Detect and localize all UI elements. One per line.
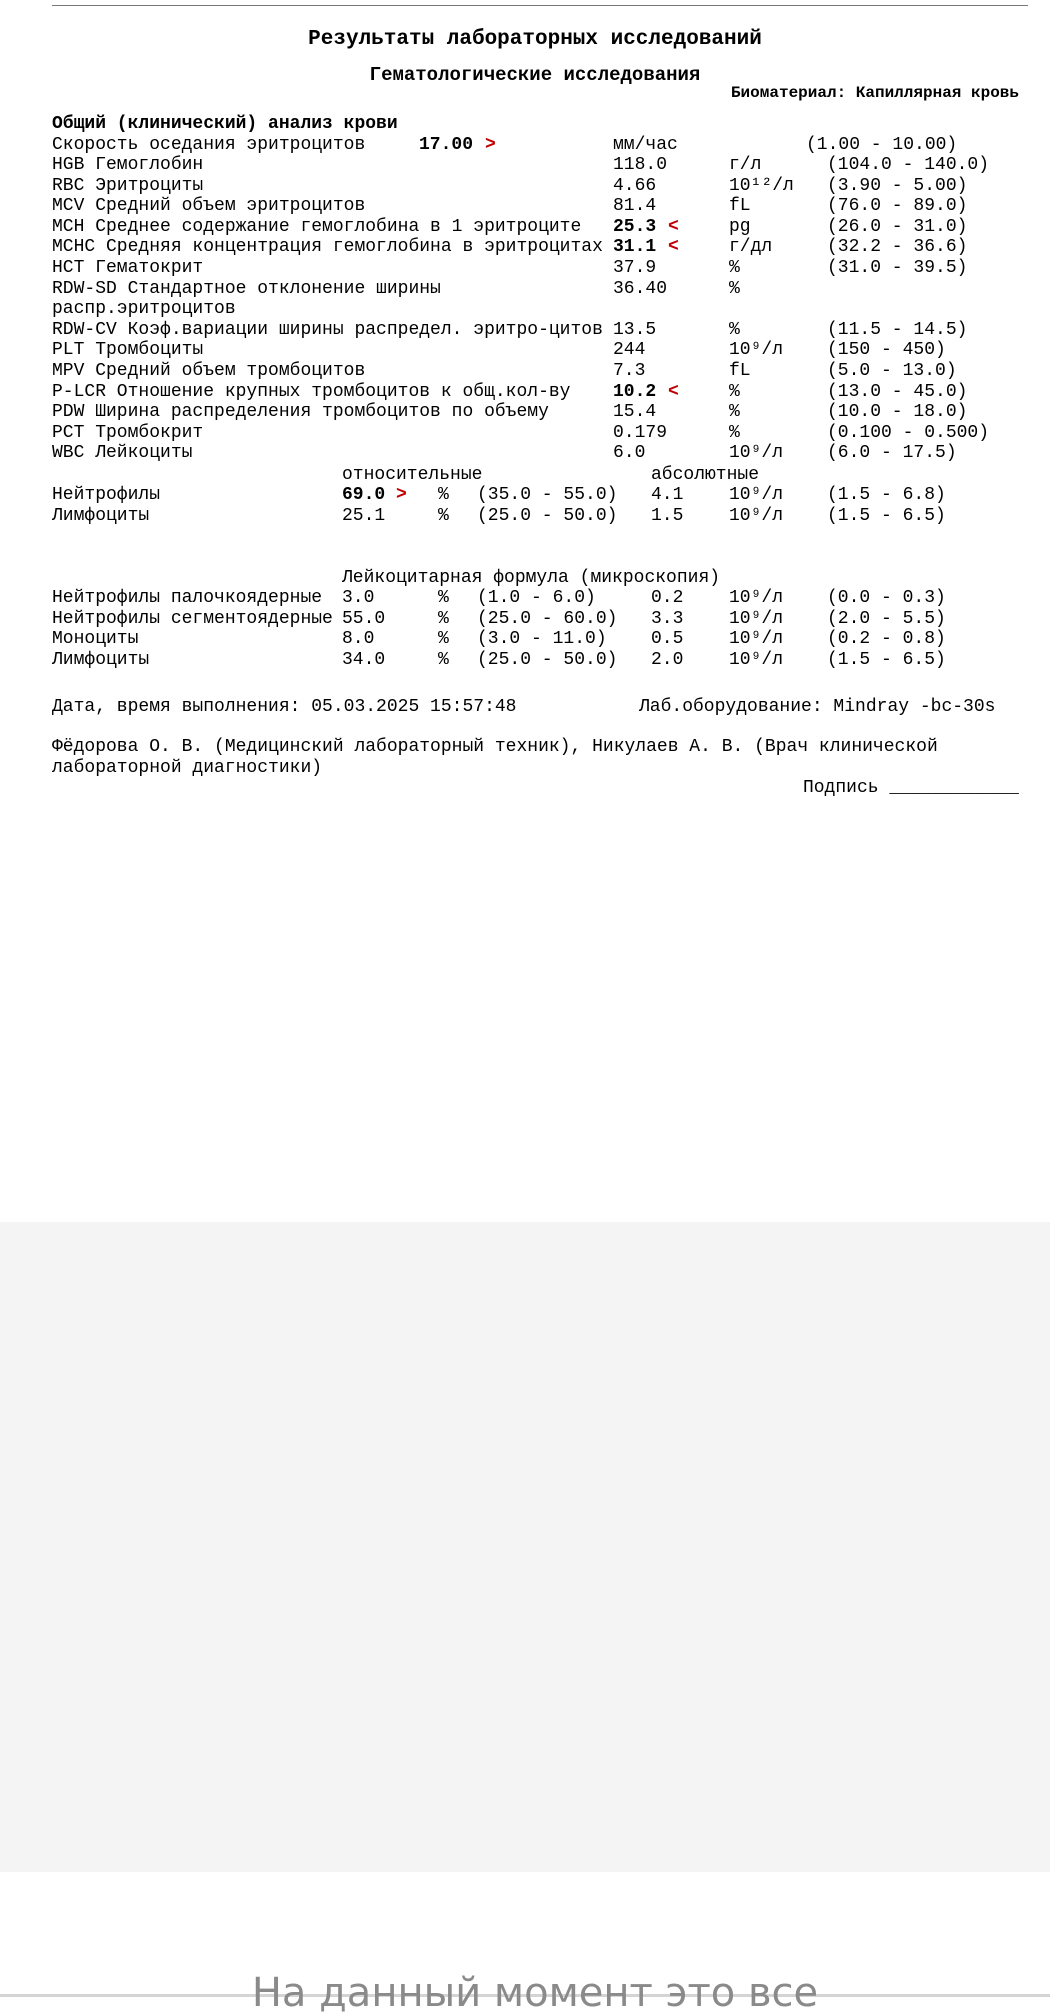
- reference-range: (26.0 - 31.0): [827, 217, 968, 237]
- relative-value: 3.0: [342, 588, 375, 608]
- esr-flag: >: [485, 135, 496, 155]
- staff-line-2: лабораторной диагностики): [52, 758, 323, 778]
- reference-range: (32.2 - 36.6): [827, 237, 968, 257]
- test-name: RDW-CV Коэф.вариации ширины распредел. эритро-цитов: [52, 320, 603, 340]
- reference-range: (104.0 - 140.0): [827, 155, 990, 175]
- test-unit: 10⁹/л: [729, 443, 784, 463]
- test-value: 25.3: [613, 217, 657, 237]
- reference-range: (10.0 - 18.0): [827, 402, 968, 422]
- relative-reference: (3.0 - 11.0): [477, 629, 607, 649]
- relative-reference: (25.0 - 50.0): [477, 650, 618, 670]
- absolute-unit: 10⁹/л: [729, 588, 784, 608]
- test-value: 81.4: [613, 196, 657, 216]
- reference-range: (31.0 - 39.5): [827, 258, 968, 278]
- datetime-label: Дата, время выполнения: 05.03.2025 15:57:48: [52, 697, 517, 717]
- signature-line: Подпись ____________: [802, 778, 1019, 798]
- test-name: RDW-SD Стандартное отклонение ширины: [52, 279, 441, 299]
- test-unit: fL: [729, 361, 751, 381]
- test-value: 4.66: [613, 176, 657, 196]
- absolute-value: 0.5: [651, 629, 684, 649]
- absolute-reference: (2.0 - 5.5): [827, 609, 946, 629]
- test-unit: pg: [729, 217, 751, 237]
- reference-range: (11.5 - 14.5): [827, 320, 968, 340]
- test-name: P-LCR Отношение крупных тромбоцитов к общ.кол-ву: [52, 382, 571, 402]
- relative-reference: (1.0 - 6.0): [477, 588, 596, 608]
- test-value: 244: [613, 340, 646, 360]
- section-title: Общий (клинический) анализ крови: [52, 114, 398, 134]
- test-name: PCT Тромбокрит: [52, 423, 204, 443]
- relative-unit: %: [438, 609, 449, 629]
- reference-range: (150 - 450): [827, 340, 946, 360]
- test-value: 7.3: [613, 361, 646, 381]
- relative-unit: %: [438, 588, 449, 608]
- test-unit: г/дл: [729, 237, 773, 257]
- relative-header: относительные: [342, 465, 483, 485]
- absolute-unit: 10⁹/л: [729, 506, 784, 526]
- esr-unit: мм/час: [613, 135, 678, 155]
- esr-ref: (1.00 - 10.00): [806, 135, 958, 155]
- relative-unit: %: [438, 506, 449, 526]
- absolute-reference: (0.0 - 0.3): [827, 588, 946, 608]
- equipment-label: Лаб.оборудование: Mindray -bc-30s: [639, 697, 996, 717]
- page-title: Результаты лабораторных исследований: [308, 28, 762, 51]
- test-value: 36.40: [613, 279, 668, 299]
- test-unit: %: [729, 402, 740, 422]
- absolute-reference: (0.2 - 0.8): [827, 629, 946, 649]
- test-value: 13.5: [613, 320, 657, 340]
- page-subtitle: Гематологические исследования: [369, 64, 701, 86]
- relative-unit: %: [438, 650, 449, 670]
- reference-range: (13.0 - 45.0): [827, 382, 968, 402]
- absolute-reference: (1.5 - 6.8): [827, 485, 946, 505]
- test-unit: 10⁹/л: [729, 340, 784, 360]
- abnormal-flag: <: [668, 217, 679, 237]
- absolute-value: 2.0: [651, 650, 684, 670]
- biomaterial-label: Биоматериал: Капиллярная кровь: [730, 84, 1019, 102]
- test-name: RBC Эритроциты: [52, 176, 204, 196]
- test-unit: fL: [729, 196, 751, 216]
- relative-unit: %: [438, 485, 449, 505]
- absolute-value: 4.1: [651, 485, 684, 505]
- absolute-reference: (1.5 - 6.5): [827, 650, 946, 670]
- test-unit: %: [729, 279, 740, 299]
- relative-reference: (25.0 - 50.0): [477, 506, 618, 526]
- cell-name: Лимфоциты: [52, 650, 150, 670]
- relative-value: 8.0: [342, 629, 375, 649]
- relative-value: 34.0: [342, 650, 386, 670]
- test-name: HCT Гематокрит: [52, 258, 204, 278]
- absolute-unit: 10⁹/л: [729, 629, 784, 649]
- relative-value: 55.0: [342, 609, 386, 629]
- test-unit: %: [729, 423, 740, 443]
- test-name-continued: распр.эритроцитов: [52, 299, 236, 319]
- test-unit: 10¹²/л: [729, 176, 794, 196]
- separator-band: [0, 1222, 1050, 1872]
- test-value: 118.0: [613, 155, 668, 175]
- absolute-unit: 10⁹/л: [729, 485, 784, 505]
- relative-reference: (35.0 - 55.0): [477, 485, 618, 505]
- cell-name: Моноциты: [52, 629, 139, 649]
- test-unit: %: [729, 320, 740, 340]
- reference-range: (0.100 - 0.500): [827, 423, 990, 443]
- test-name: MCV Средний объем эритроцитов: [52, 196, 366, 216]
- test-unit: %: [729, 382, 740, 402]
- staff-line-1: Фёдорова О. В. (Медицинский лабораторный техник), Никулаев А. В. (Врач клинической: [52, 737, 938, 757]
- test-unit: %: [729, 258, 740, 278]
- absolute-value: 3.3: [651, 609, 684, 629]
- absolute-header: абсолютные: [651, 465, 760, 485]
- absolute-reference: (1.5 - 6.5): [827, 506, 946, 526]
- esr-value: 17.00: [419, 135, 474, 155]
- absolute-unit: 10⁹/л: [729, 650, 784, 670]
- relative-unit: %: [438, 629, 449, 649]
- reference-range: (6.0 - 17.5): [827, 443, 957, 463]
- reference-range: (76.0 - 89.0): [827, 196, 968, 216]
- relative-reference: (25.0 - 60.0): [477, 609, 618, 629]
- top-divider: [52, 5, 1028, 6]
- test-name: HGB Гемоглобин: [52, 155, 204, 175]
- end-message: На данный момент это все: [251, 1970, 819, 2016]
- reference-range: (3.90 - 5.00): [827, 176, 968, 196]
- absolute-unit: 10⁹/л: [729, 609, 784, 629]
- test-value: 15.4: [613, 402, 657, 422]
- test-name: MCH Среднее содержание гемоглобина в 1 эритроците: [52, 217, 582, 237]
- relative-value: 25.1: [342, 506, 386, 526]
- abnormal-flag: >: [396, 485, 407, 505]
- test-value: 31.1: [613, 237, 657, 257]
- test-value: 37.9: [613, 258, 657, 278]
- reference-range: (5.0 - 13.0): [827, 361, 957, 381]
- microscopy-title: Лейкоцитарная формула (микроскопия): [342, 568, 721, 588]
- test-name: MCHC Средняя концентрация гемоглобина в эритроцитах: [52, 237, 603, 257]
- cell-name: Нейтрофилы: [52, 485, 161, 505]
- cell-name: Нейтрофилы сегментоядерные: [52, 609, 333, 629]
- cell-name: Нейтрофилы палочкоядерные: [52, 588, 323, 608]
- abnormal-flag: <: [668, 382, 679, 402]
- test-unit: г/л: [729, 155, 762, 175]
- absolute-value: 1.5: [651, 506, 684, 526]
- test-value: 6.0: [613, 443, 646, 463]
- test-name: WBC Лейкоциты: [52, 443, 193, 463]
- test-name: MPV Средний объем тромбоцитов: [52, 361, 366, 381]
- cell-name: Лимфоциты: [52, 506, 150, 526]
- esr-name: Скорость оседания эритроцитов: [52, 135, 366, 155]
- absolute-value: 0.2: [651, 588, 684, 608]
- test-value: 10.2: [613, 382, 657, 402]
- test-value: 0.179: [613, 423, 668, 443]
- abnormal-flag: <: [668, 237, 679, 257]
- relative-value: 69.0: [342, 485, 386, 505]
- test-name: PLT Тромбоциты: [52, 340, 204, 360]
- test-name: PDW Ширина распределения тромбоцитов по объему: [52, 402, 549, 422]
